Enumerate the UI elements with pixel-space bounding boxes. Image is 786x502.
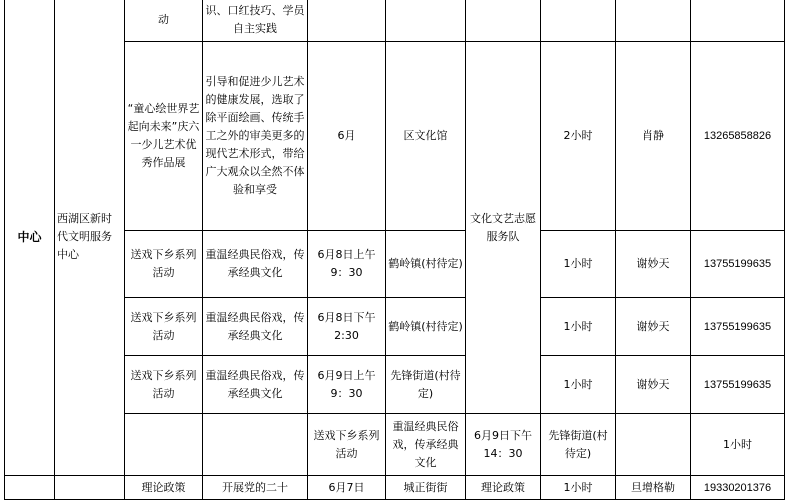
activity-time: 6月8日上午9：30 (308, 231, 386, 298)
activity-location: 先锋街道(村待定) (541, 414, 616, 476)
activity-time: 6月7日 (308, 476, 386, 500)
phone (691, 0, 785, 42)
activity-content: 引导和促进少儿艺术的健康发展，选取了除平面绘画、传统手工之外的审美更多的现代艺术形式，带给广大观众以全然不体验和享受 (203, 42, 308, 231)
activity-content: 开展党的二十 (203, 476, 308, 500)
contact: 谢妙天 (616, 298, 691, 356)
activity-location: 区文化馆 (386, 42, 466, 231)
duration: 1小时 (541, 298, 616, 356)
team-cell (466, 0, 541, 42)
activity-content: 重温经典民俗戏，传承经典文化 (203, 356, 308, 414)
activity-location (386, 0, 466, 42)
activity-location: 先锋街道(村待定) (386, 356, 466, 414)
activity-name: 送戏下乡系列活动 (125, 231, 203, 298)
activity-name: 送戏下乡系列活动 (125, 356, 203, 414)
contact: 肖静 (616, 42, 691, 231)
activity-table (4, 0, 785, 500)
activity-name: “童心绘世界艺起向未来”庆六一少儿艺术优秀作品展 (125, 42, 203, 231)
phone: 13755199635 (691, 298, 785, 356)
phone: 19330201376 (691, 476, 785, 500)
center-cell: 中心 (5, 0, 55, 476)
activity-name: 理论政策 (125, 476, 203, 500)
activity-name: 送戏下乡系列活动 (125, 298, 203, 356)
activity-time: 6月8日下午2:30 (308, 298, 386, 356)
phone: 13755199635 (691, 231, 785, 298)
duration: 2小时 (541, 42, 616, 231)
activity-location: 城正街街 (386, 476, 466, 500)
activity-content: 识、口红技巧、学员自主实践 (203, 0, 308, 42)
activity-content: 重温经典民俗戏，传承经典文化 (203, 298, 308, 356)
activity-name: 动 (125, 0, 203, 42)
contact: 旦增格勒 (616, 476, 691, 500)
contact (616, 0, 691, 42)
duration: 1小时 (541, 356, 616, 414)
activity-time: 6月9日下午14：30 (466, 414, 541, 476)
org-cell: 西湖区新时代文明服务中心 (55, 0, 125, 476)
contact: 谢妙天 (616, 356, 691, 414)
duration: 1小时 (691, 414, 785, 476)
duration: 1小时 (541, 231, 616, 298)
team-cell: 文化文艺志愿服务队 (466, 42, 541, 414)
center-cell-blank (125, 414, 203, 476)
activity-content: 重温经典民俗戏，传承经典文化 (386, 414, 466, 476)
activity-time (308, 0, 386, 42)
contact: 谢妙天 (616, 231, 691, 298)
org-cell-blank (55, 476, 125, 500)
team-cell-blank (616, 414, 691, 476)
duration (541, 0, 616, 42)
phone: 13755199635 (691, 356, 785, 414)
activity-location: 鹤岭镇(村待定) (386, 298, 466, 356)
phone: 13265858826 (691, 42, 785, 231)
org-cell-blank (203, 414, 308, 476)
center-cell-blank (5, 476, 55, 500)
activity-content: 重温经典民俗戏，传承经典文化 (203, 231, 308, 298)
activity-time: 6月9日上午9：30 (308, 356, 386, 414)
activity-name: 送戏下乡系列活动 (308, 414, 386, 476)
team-cell: 理论政策 (466, 476, 541, 500)
duration: 1小时 (541, 476, 616, 500)
activity-time: 6月 (308, 42, 386, 231)
activity-location: 鹤岭镇(村待定) (386, 231, 466, 298)
